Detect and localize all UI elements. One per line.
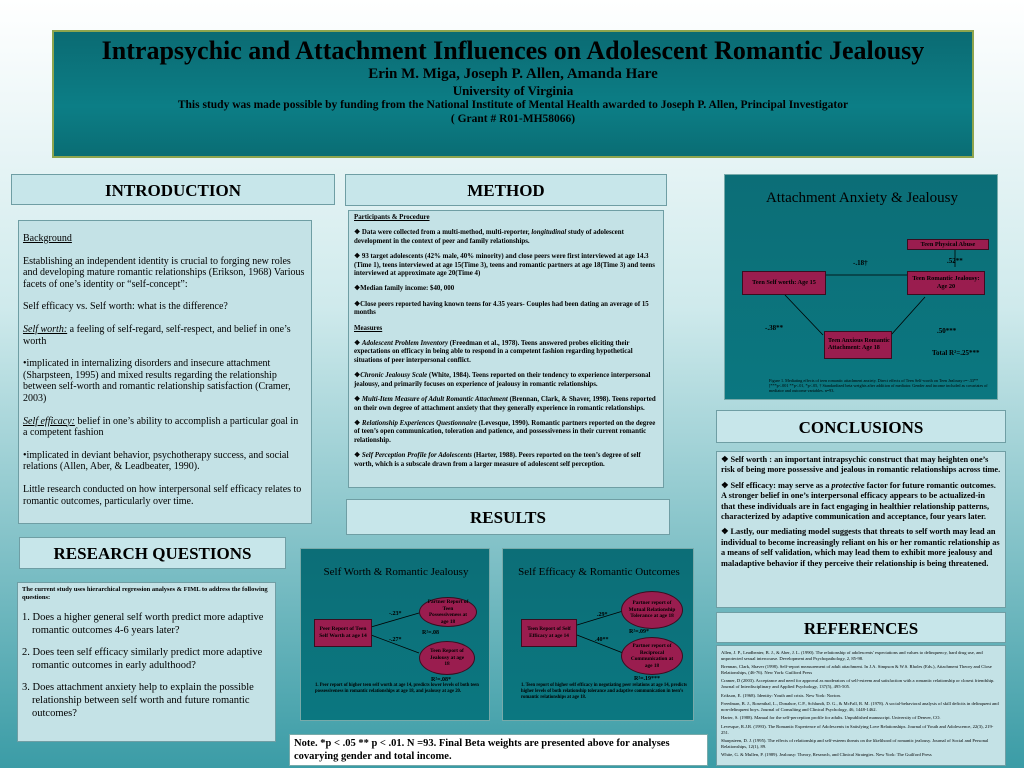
outcome-node: Partner report of Mutual Relationship Tolerance at age 18 [621, 591, 683, 629]
conclusions-heading: CONCLUSIONS [716, 410, 1006, 443]
question-1: 1. Does a higher general self worth predict more adaptive romantic outcomes 4-6 years later? [22, 612, 264, 636]
university: University of Virginia [452, 83, 574, 98]
r-squared: R²=.09* [629, 629, 650, 635]
reference-item: Freedman, B. J., Rosenthal, L., Donahoe, C.P., Schlundt, D. G., & McFall, R. M. (1978). A social-behavioral analysis of skill deficits in delinquent and non-delinquent boys. Journal of Consulting and Clinical Psychology, 46, 1448-1462. [721, 701, 999, 712]
intro-paragraph: Self efficacy vs. Self worth: what is the difference? [23, 301, 228, 313]
outcome-node: Teen Report of Jealousy at age 18 [419, 641, 475, 675]
self-worth-diagram [300, 548, 490, 721]
measure-item: ❖ Multi-Item Measure of Adult Romantic Attachment (Brennan, Clark, & Shaver, 1998). Teens reported on their own degree of attachment anxiety that they generally experience in romantic relationships. [354, 396, 656, 412]
diagram-caption: 1. Teen report of higher self efficacy in negotiating peer relations at age 14, predicts higher levels of both relationship tolerance and adaptive communication in teen’s romantic relationships at age 18. [521, 683, 687, 701]
rq-lead: The current study uses hierarchical regression analyses & FIML to address the following questions: [22, 586, 268, 601]
outcome-node: Teen Romantic Jealousy: Age 20 [907, 271, 985, 295]
intro-paragraph: •implicated in deviant behavior, psychotherapy success, and social relations (Allen, Aber, & Leadbeater, 1990). [23, 449, 290, 473]
method-panel [348, 210, 664, 488]
question-3: 3. Does attachment anxiety help to explain the possible relationship between self worth and future romantic outcomes? [22, 682, 254, 719]
predictor-node: Peer Report of Teen Self Worth at age 14 [314, 619, 372, 647]
method-item: ❖ Data were collected from a multi-method, multi-reporter, longitudinal study of adolescent development in the context of peer and family relationships. [354, 229, 624, 245]
intro-paragraph: Little research conducted on how interpersonal self efficacy relates to romantic outcomes, particularly over time. [23, 483, 302, 507]
introduction-heading: INTRODUCTION [11, 174, 335, 205]
reference-item: White, G. & Mullen, P. (1989). Jealousy: Theory, Research, and Clinical Strategies. New York: The Guilford Press [721, 752, 932, 758]
outcome-node: Partner Report of Teen Possessiveness at age 18 [419, 597, 477, 627]
conclusions-panel [716, 451, 1006, 608]
references-heading: REFERENCES [716, 612, 1006, 643]
path-coefficient: .29* [597, 612, 608, 618]
reference-item: Erikson, E. (1968). Identity: Youth and crisis. New York: Norton. [721, 692, 841, 698]
predictor-node: Teen Report of Self Efficacy at age 14 [521, 619, 577, 647]
path-coefficient: -.23* [389, 611, 402, 617]
self-worth-term: Self worth: [23, 323, 68, 335]
reference-item: Sharpsteen, D. J. (1995). The effects of relationship and self-esteem threats on the likelihood of romantic jealousy. Journal of Social and Personal Relationships, 12(1), 89. [721, 738, 989, 749]
reference-item: Brennan, Clark, Shaver (1998). Self-report measurement of adult attachment. In J.A. Simpson & W.S. Rholes (Eds.), Attachment Theory and Close Relationships, (46-76). New York: Guilford Press [721, 664, 992, 675]
results-heading: RESULTS [346, 499, 670, 535]
introduction-panel [18, 220, 312, 524]
reference-item: Cramer, D (2003). Acceptance and need for approval as moderators of self-esteem and satisfaction with a romantic relationship or closest friendship. Journal of Interdisciplinary and Applied Psychology, 137(5), 495-505. [721, 678, 995, 689]
control-node: Teen Physical Abuse [907, 239, 989, 250]
outcome-node: Partner report of Reciprocal Communication at age 18 [621, 637, 683, 675]
self-worth-definition [23, 324, 305, 347]
diagram-caption: 1. Peer report of higher teen self worth at age 14, predicts lower levels of both teen possessiveness in romantic relationships at age 18, and jealousy at age 20. [315, 683, 479, 695]
poster-title: Intrapsychic and Attachment Influences on Adolescent Romantic Jealousy [101, 36, 925, 65]
r-squared: R²=.19*** [634, 676, 661, 682]
intro-paragraph: Establishing an independent identity is crucial to forging new roles and developing mature romantic relationships (Erikson, 1968) Various facets of one’s identity or “self-concept”: [23, 255, 305, 290]
method-item: ❖ 93 target adolescents (42% male, 40% minority) and close peers were first interviewed at age 14.3 (Time 1), teens interviewed at age 15(Time 3), teens and romantic partners at age 18(Time 3) and teens interviewed at approximate age 20(Time 4) [354, 253, 655, 278]
attachment-anxiety-diagram [724, 174, 998, 400]
conclusion-item: ❖ Self worth : an important intrapsychic construct that may heighten one’s risk of being more possessive and jealous in romantic relationships across time. [721, 455, 1001, 475]
measure-item: ❖Chronic Jealousy Scale (White, 1984). Teens reported on their tendency to experience interpersonal jealousy, and primarily focuses on experience of jealousy in romantic relationships. [354, 372, 651, 388]
grant-number: ( Grant # R01-MH58066) [450, 113, 576, 125]
conclusion-item: ❖ Self efficacy: may serve as a protective factor for future romantic outcomes. A stronger belief in one’s interpersonal efficacy appears to be actualized-in that these individuals are in fact engaging in healthier relationship patterns, characterized by adaptive communication and acceptance, four years later. [721, 480, 996, 522]
measure-item: ❖ Relationship Experiences Questionnaire (Levesque, 1990). Romantic partners reported on the degree of teen’s open communication, toleration and patience, and possessiveness in their current romantic relationship. [354, 419, 656, 444]
r-squared: R²=.08* [431, 677, 452, 683]
path-coefficient: -.27* [389, 637, 402, 643]
funding-note: This study was made possible by funding from the National Institute of Mental Health awarded to Joseph P. Allen, Principal Investigator [177, 99, 849, 111]
measure-item: ❖ Adolescent Problem Inventory (Freedman et al., 1978). Teens answered probes eliciting their expectations on efficacy in being able to respond in a competent fashion regarding hypothetical situations of peer interpersonal conflict. [354, 340, 633, 364]
diagram-caption: Figure 1. Mediating effects of teen romantic attachment anxiety. Direct effects of Teen Self-worth on Teen Jealousy r=-.33** [***p<.001 **p<.01, *p<.05, † Standardized beta weights after addition of mediator. Gender and income included as covariates of mediator and outcome variables. n=93. [769, 378, 988, 394]
references-panel [716, 645, 1006, 766]
question-2: 2. Does teen self efficacy similarly predict more adaptive romantic outcomes in early adulthood? [22, 647, 263, 671]
self-efficacy-definition [23, 416, 305, 439]
diagram-title: Self Efficacy & Romantic Outcomes [518, 566, 680, 578]
measure-item: ❖ Self Perception Profile for Adolescents (Harter, 1988). Peers reported on the teen’s degree of self worth, which is a subscale drawn from a larger measure of adolescent self perception. [354, 452, 641, 468]
r-squared: R²=.08 [422, 630, 440, 636]
participants-heading: Participants & Procedure [354, 214, 430, 221]
method-heading: METHOD [345, 174, 667, 206]
intro-paragraph: •implicated in internalizing disorders and insecure attachment (Sharpsteen, 1995) and mixed results regarding the relationship between self-worth and romantic relationship satisfaction (Cramer, 2003) [23, 358, 291, 404]
method-item: ❖Median family income: $40, 000 [354, 285, 455, 293]
reference-item: Harter, S. (1988). Manual for the self-perception profile for adults. Unpublished manuscript. University of Denver, CO. [721, 715, 941, 721]
definition-text: a feeling of self-regard, self-respect, and belief in one’s worth [23, 323, 291, 347]
path-coefficient: -.38** [765, 324, 784, 332]
conclusion-item: ❖ Lastly, our mediating model suggests that threats to self worth may lead an individual to become increasingly reliant on his or her romantic relationship as a means of self validation, which may lead them to exhibit more jealousy and maladaptive behavior if they perceive their relationship is being threatened. [721, 527, 1000, 568]
reference-item: Allen, J. P., Leadbeater, B. J., & Aber, J. L. (1990). The relationship of adolescents' expectations and values to delinquency, hard drug use, and unprotected sexual intercourse. Development and Psychopathology, 2, 85-98. [721, 650, 983, 661]
background-heading: Background [23, 233, 72, 244]
research-questions-heading: RESEARCH QUESTIONS [19, 537, 286, 569]
diagram-title: Self Worth & Romantic Jealousy [323, 566, 469, 578]
predictor-node: Teen Self worth: Age 15 [742, 271, 826, 295]
r-squared: Total R²=.25*** [932, 349, 980, 357]
authors: Erin M. Miga, Joseph P. Allen, Amanda Hare [368, 66, 658, 82]
measures-heading: Measures [354, 324, 383, 332]
path-coefficient: -.18† [853, 259, 868, 267]
statistics-note: Note. *p < .05 ** p < .01. N =93. Final Beta weights are presented above for analyses covarying gender and total income. [289, 734, 708, 766]
diagram-title: Attachment Anxiety & Jealousy [765, 190, 959, 206]
self-efficacy-term: Self efficacy: [23, 415, 75, 427]
poster-header [52, 30, 974, 158]
path-coefficient: .50*** [937, 327, 957, 335]
definition-text: belief in one’s ability to accomplish a particular goal in a competent fashion [23, 415, 299, 439]
method-item: ❖Close peers reported having known teens for 4.35 years- Couples had been dating an average of 15 months [354, 300, 649, 317]
path-coefficient: .40** [595, 637, 609, 643]
self-efficacy-diagram [502, 548, 694, 721]
path-coefficient: .52** [947, 257, 963, 265]
research-questions-panel [17, 582, 276, 742]
mediator-node: Teen Anxious Romantic Attachment: Age 18 [824, 331, 892, 359]
reference-item: Levesque, R.J.R. (1993). The Romantic Experience of Adolescents in Satisfying Love Relationships. Journal of Youth and Adolescence, 22(3), 219-251. [721, 723, 994, 735]
